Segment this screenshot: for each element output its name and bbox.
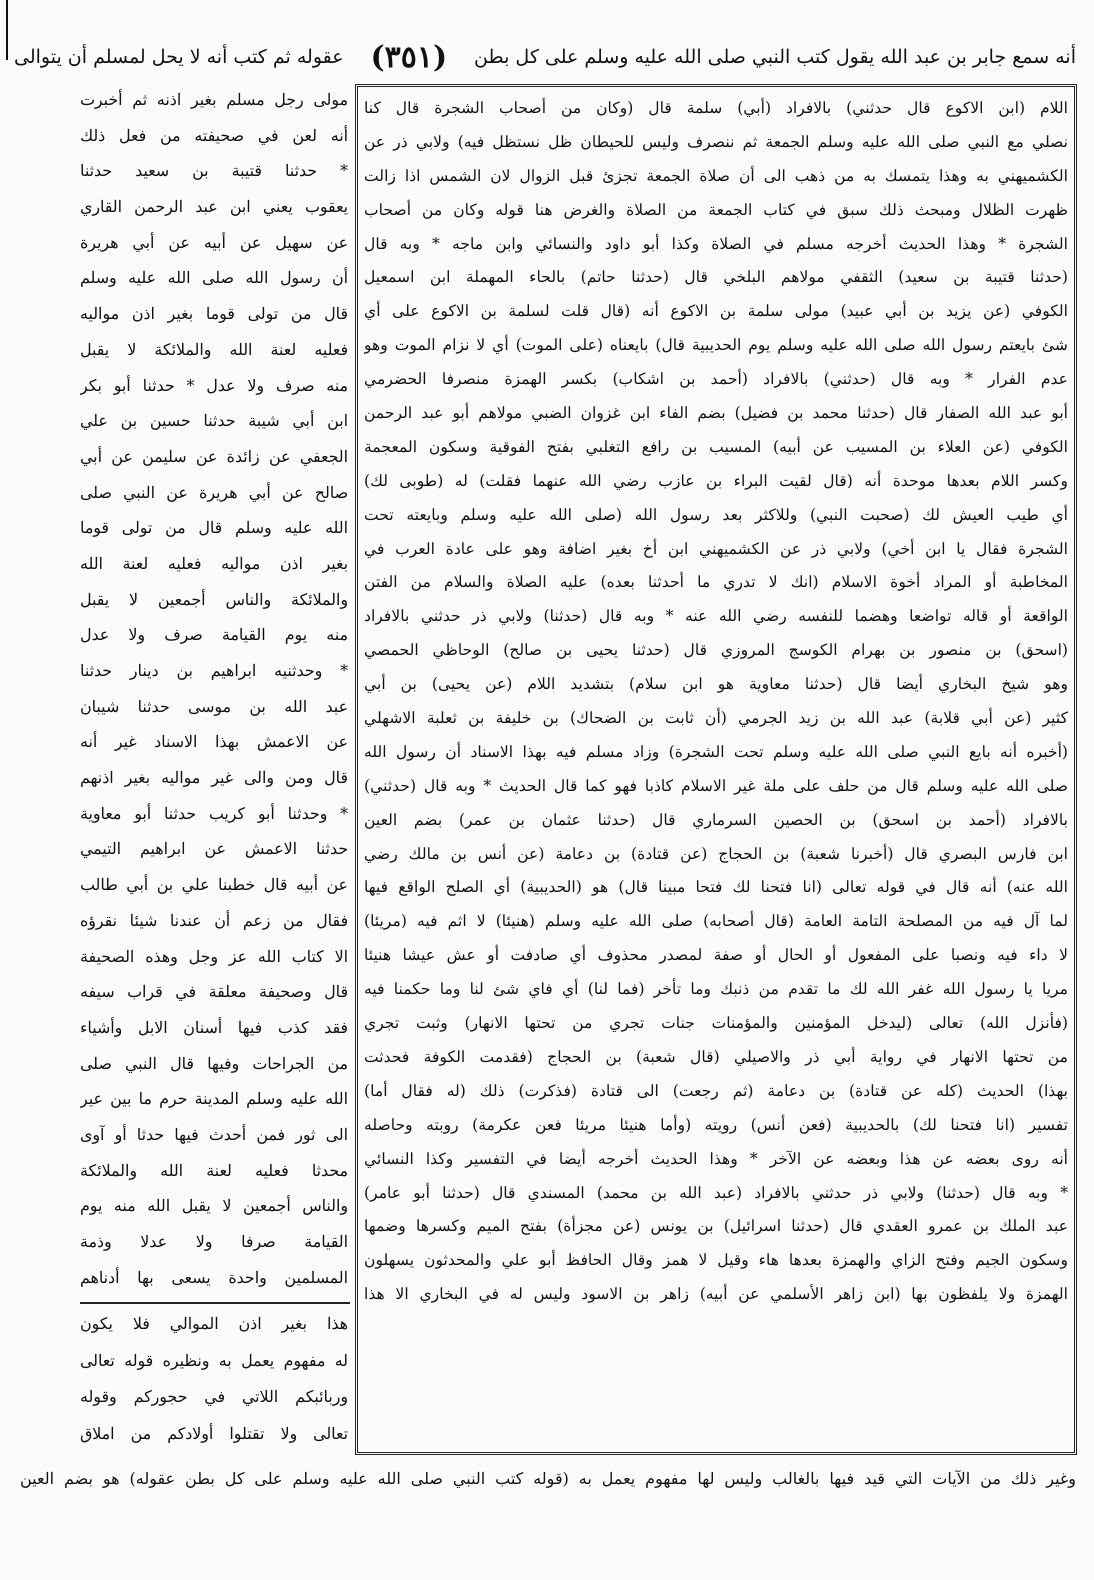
main-commentary-text <box>364 92 1068 1447</box>
side-text-line: المسلمين واحدة يسعى بها أدناهم <box>80 1267 348 1287</box>
main-text-line: الشجرة * وهذا الحديث أخرجه مسلم في الصلاة وكذا أبو داود والنسائي وابن ماجه * وبه قال <box>364 234 1068 253</box>
side-note-line: هذا بغير اذن الموالي فلا يكون <box>80 1314 348 1333</box>
main-text-line: وكسر اللام بعدها موحدة أنه (قال لقيت البراء بن عازب رضي الله عنهما فقلت) له (طوبى لك) <box>364 471 1068 490</box>
main-text-line: ظهرت الظلال ومبحث ذلك سبق في كتاب الجمعة من الصلاة والغرض هنا قوله وكان من أصحاب <box>364 200 1068 219</box>
main-text-line: وسكون الجيم وفتح الزاي والهمزة بعدها هاء وقيل لا همز وقال الحافظ أبو علي والمحدثون يسهلون <box>364 1251 1068 1270</box>
main-text-line: الله عنه) أنه قال في قوله تعالى (انا فتحنا لك فتحا مبينا قال) هو (الحديبية) أي الصلح الواقع فيها <box>364 878 1068 897</box>
main-text-line: الكوفي (عن يزيد بن أبي عبيد) مولى سلمة بن الاكوع أنه (قال قلت لسلمة بن الاكوع على أي <box>364 302 1068 321</box>
main-text-line: شئ بايعتم رسول الله صلى الله عليه وسلم يوم الحديبية قال) بايعناه (على الموت) أي لا نزام الموت وهو <box>364 336 1068 355</box>
side-text-line: محدثا فعليه لعنة الله والملائكة <box>80 1160 348 1180</box>
main-text-line: (فأنزل الله) تعالى (ليدخل المؤمنين والمؤمنات جنات تجري من تحتها الانهار) وثبت تجري <box>364 1014 1068 1033</box>
side-text-line: فقد كذب فيها أسنان الابل وأشياء <box>80 1017 348 1037</box>
side-text-line: أنه لعن في صحيفته من فعل ذلك <box>80 125 348 145</box>
side-text-line: الا كتاب الله عز وجل وهذه الصحيفة <box>80 946 348 966</box>
side-text-line: والناس أجمعين لا يقبل الله منه يوم <box>80 1196 348 1216</box>
side-footnote <box>80 1306 348 1452</box>
side-text-line: من الجراحات وفيها قال النبي صلى <box>80 1053 348 1073</box>
side-text-line: قال وصحيفة معلقة في قراب سيفه <box>80 982 348 1002</box>
page-number: (٣٥١) <box>370 39 448 75</box>
main-text-line: أبو عبد الله الصفار قال (حدثنا محمد بن فضيل) بضم الفاء ابن غزوان الضبي مولاهم أبو عبد الرحمن <box>364 404 1068 423</box>
main-text-line: وهو شيخ البخاري أيضا قال (حدثنا معاوية هو ابن سلام) بتشديد اللام (عن يحيى) بن أبي <box>364 675 1068 694</box>
side-text-line: صالح عن أبي هريرة عن النبي صلى <box>80 482 348 502</box>
main-text-line: مريا يا رسول الله غفر الله لك ما تقدم من ذنبك وما تأخر (فما لنا) أي فاي شئ لنا وما حكمنا فيه <box>364 980 1068 999</box>
side-hadith-column <box>80 82 348 1295</box>
main-text-line: نصلي مع النبي صلى الله عليه وسلم الجمعة ثم ننصرف وليس للحيطان ظل نستظل فيه) ولابي ذر عن <box>364 132 1068 151</box>
side-text-line: مولى رجل مسلم بغير اذنه ثم أخبرت <box>80 90 348 109</box>
page-footer-line: وغير ذلك من الآيات التي قيد فيها بالغالب وليس لها مفهوم يعمل به (قوله كتب النبي صلى الله عليه وسلم على كل بطن عقوله) هو بضم العين <box>20 1469 1076 1488</box>
main-text-line: ابن فارس البصري قال (أخبرنا شعبة) بن الحجاج (عن قتادة) بن دعامة (عن أنس بن مالك رضي <box>364 844 1068 863</box>
side-text-line: قال ومن والى غير مواليه بغير اذنهم <box>80 768 348 788</box>
side-text-line: بغير اذن مواليه فعليه لعنة الله <box>80 553 348 573</box>
header-left-text: عقوله ثم كتب أنه لا يحل لمسلم أن يتوالى <box>14 46 344 68</box>
side-note-line: له مفهوم يعمل به ونظيره قوله تعالى <box>80 1350 348 1370</box>
side-text-line: الله عليه وسلم المدينة حرم ما بين عير <box>80 1089 348 1109</box>
main-text-line: (اسحق) بن منصور بن بهرام الكوسج المروزي قال (حدثنا يحيى بن صالح) الوحاظي الحمصي <box>364 641 1068 660</box>
main-text-line: بهذا) الحديث (كله عن قتادة) بن دعامة (ثم رجعت) الى قتادة (فذكرت) ذلك (له فقال أما) <box>364 1081 1068 1100</box>
side-text-line: * حدثنا قتيبة بن سعيد حدثنا <box>80 161 348 181</box>
side-text-line: يعقوب يعني ابن عبد الرحمن القاري <box>80 197 348 217</box>
side-text-line: الله عليه وسلم قال من تولى قوما <box>80 518 348 538</box>
main-text-line: عبد الملك بن عمرو العقدي قال (حدثنا اسرائيل) بن يونس (عن مجزأة) بفتح الميم وكسرها وضمها <box>364 1217 1068 1236</box>
side-text-line: والملائكة والناس أجمعين لا يقبل <box>80 589 348 609</box>
main-text-line: أي طيب العيش لك (صحبت النبي) وللاكثر بعد رسول الله (صلى الله عليه وسلم وبايعته تحت <box>364 505 1068 524</box>
side-text-line: فعليه لعنة الله والملائكة لا يقبل <box>80 339 348 359</box>
main-text-line: صلى الله عليه وسلم قال من حلف على ملة غير الاسلام كاذبا فهو كما قال الحديث * وبه قال (حدثني) <box>364 776 1068 795</box>
side-text-line: القيامة صرفا ولا عدلا وذمة <box>80 1232 348 1251</box>
main-text-line: الكوفي (عن العلاء بن المسيب عن أبيه) المسيب بن رافع التغلبي بفتح الفوقية وسكون المعجمة <box>364 437 1068 456</box>
side-note-line: وربائبكم اللاتي في حجوركم وقوله <box>80 1387 348 1406</box>
main-text-line: من تحتها الانهار في رواية أبي ذر والاصيلي (قال شعبة) بن الحجاج (فقدمت الكوفة فحدثت <box>364 1047 1068 1066</box>
page-header <box>14 32 1076 82</box>
side-text-line: منه يوم القيامة صرف ولا عدل <box>80 625 348 645</box>
main-text-line: تفسير (انا فتحنا لك) بالحديبية (فعن أنس) رويته (وأما هنيئا مريئا فعن عكرمة) روبته وحاصله <box>364 1115 1068 1134</box>
header-right-text: أنه سمع جابر بن عبد الله يقول كتب النبي صلى الله عليه وسلم على كل بطن <box>474 46 1076 68</box>
main-text-line: كثير (عن أبي قلابة) عبد الله بن زيد الجرمي (أن ثابت بن الضحاك) بن خليفة بن ثعلبة الاشهلي <box>364 709 1068 728</box>
main-text-line: (حدثنا قتيبة بن سعيد) الثقفي مولاهم البلخي قال (حدثنا حاتم) بالحاء المهملة ابن اسمعيل <box>364 268 1068 287</box>
main-text-line: الواقعة أو قاله تواضعا وهضما للنفسه رضي الله عنه * وبه قال (حدثنا) ولابي ذر حدثني بالافراد <box>364 607 1068 626</box>
side-text-line: عن أبيه قال خطبنا علي بن أبي طالب <box>80 875 348 895</box>
side-divider-rule <box>80 1302 350 1304</box>
side-text-line: فقال من زعم أن عندنا شيئا نقرؤه <box>80 910 348 930</box>
side-text-line: قال من تولى قوما بغير اذن مواليه <box>80 304 348 324</box>
main-text-line: المخاطبة أو المراد أخوة الاسلام (انك لا تدري ما أحدثنا بعده) عليه الصلاة والسلام من الفتن <box>364 573 1068 592</box>
side-text-line: الى ثور فمن أحدث فيها حدثا أو آوى <box>80 1124 348 1144</box>
main-text-line: الشجرة فقال يا ابن أخي) ولابي ذر عن الكشميهني ابن أخ بغير اضافة وهو على عادة العرب في <box>364 539 1068 558</box>
main-text-line: الكشميهني به وهذا يتمسك به من ذهب الى أن صلاة الجمعة تجزئ قبل الزوال لان الشمس اذا زالت <box>364 166 1068 185</box>
main-text-line: أنه روى بعضه عن هذا وبعضه عن الآخر * وهذا الحديث أخرجه أيضا في التفسير وكذا النسائي <box>364 1149 1068 1168</box>
side-text-line: عن الاعمش بهذا الاسناد غير أنه <box>80 732 348 752</box>
main-text-line: بالافراد (أحمد بن اسحق) بن الحصين السرماري قال (حدثنا عثمان بن عمر) بضم العين <box>364 810 1068 829</box>
main-text-line: * وبه قال (حدثنا) ولابي ذر حدثني بالافراد (عبد الله بن محمد) المسندي قال (حدثنا أبو عامر) <box>364 1183 1068 1202</box>
side-text-line: حدثنا الاعمش عن ابراهيم التيمي <box>80 839 348 859</box>
side-text-line: * وحدثنيه ابراهيم بن دينار حدثنا <box>80 661 348 680</box>
main-text-line: اللام (ابن الاكوع قال حدثني) بالافراد (أبي) سلمة قال (وكان من أصحاب الشجرة قال كنا <box>364 99 1068 117</box>
side-text-line: * وحدثنا أبو كريب حدثنا أبو معاوية <box>80 803 348 823</box>
main-text-line: الهمزة ولا يلفظون بها (ابن زاهر الأسلمي عن أبيه) زاهر بن الاسود وليس له في البخاري الا هذا <box>364 1285 1068 1304</box>
side-text-line: منه صرف ولا عدل * حدثنا أبو بكر <box>80 375 348 395</box>
page-edge-line <box>6 0 8 60</box>
side-text-line: الجعفي عن زائدة عن سليمن عن أبي <box>80 446 348 466</box>
side-text-line: عبد الله بن موسى حدثنا شيبان <box>80 696 348 716</box>
main-text-line: عدم الفرار * وبه قال (حدثني) بالافراد (أحمد بن اشكاب) بكسر الهمزة منصرفا الحضرمي <box>364 370 1068 389</box>
main-text-line: لا داء فيه ونصبا على المفعول أو الحال أو صفة لمصدر محذوف أي صادفت أو عش عيشا هنيئا <box>364 946 1068 965</box>
side-note-line: تعالى ولا تقتلوا أولادكم من املاق <box>80 1423 348 1443</box>
side-text-line: عن سهيل عن أبيه عن أبي هريرة <box>80 232 348 252</box>
main-text-line: لما آل فيه من المصلحة التامة العامة (قال أصحابه) صلى الله عليه وسلم (هنيئا) لا اثم فيه (مريئا) <box>364 912 1068 931</box>
side-text-line: أن رسول الله صلى الله عليه وسلم <box>80 268 348 288</box>
side-text-line: ابن أبي شيبة حدثنا حسين بن علي <box>80 411 348 431</box>
main-text-line: (أخبره أنه بايع النبي صلى الله عليه وسلم تحت الشجرة) وزاد مسلم فيه بهذا الاسناد أن رسول الله <box>364 742 1068 761</box>
